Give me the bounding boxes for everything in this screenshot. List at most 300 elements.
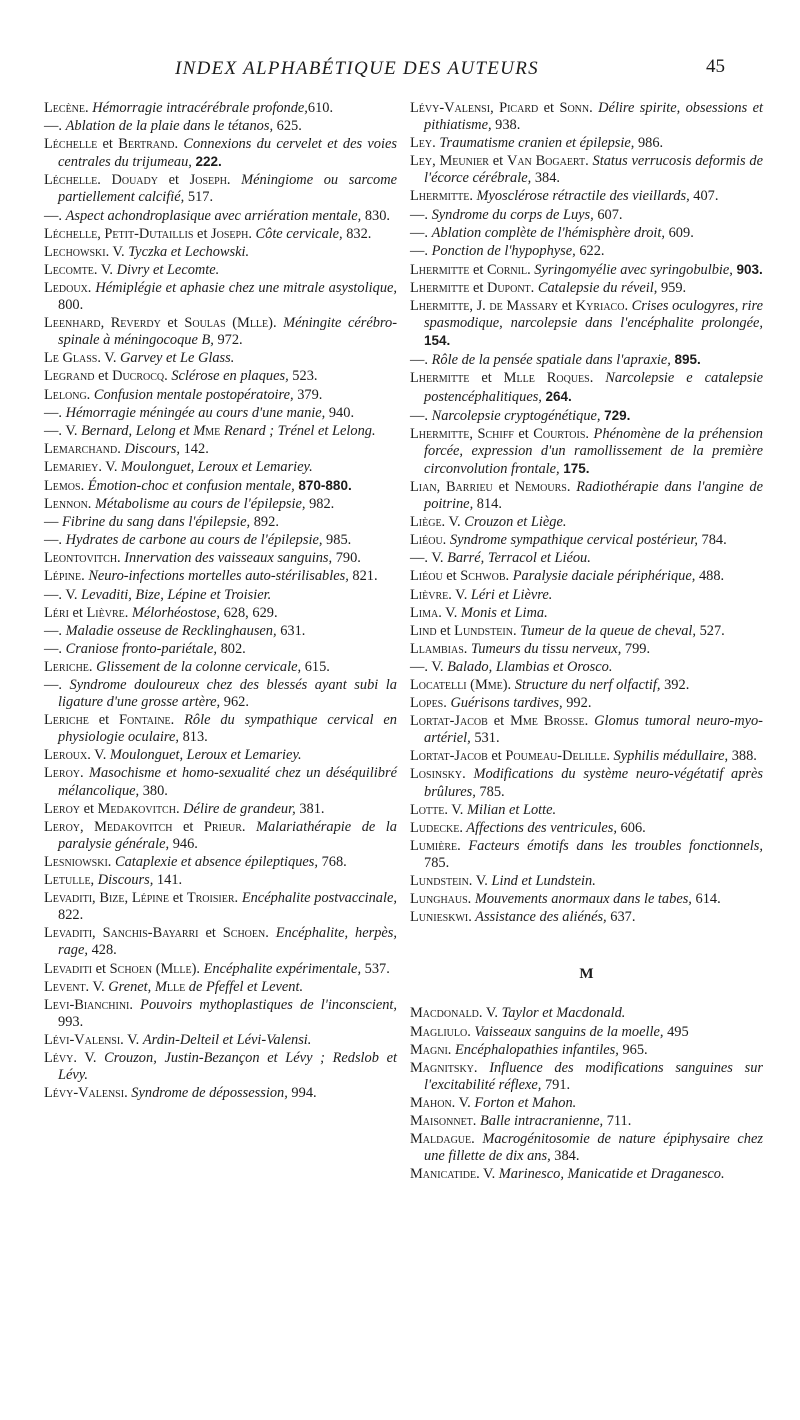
entry-segment: —. bbox=[44, 207, 66, 224]
entry-segment: et bbox=[97, 136, 119, 153]
entry-segment: et bbox=[492, 478, 515, 495]
entry-segment: 380. bbox=[139, 782, 168, 799]
entry-segment: Lotte. bbox=[410, 801, 448, 818]
entry-segment: Ducrocq. bbox=[112, 368, 168, 385]
entry-segment: Tyczka et Lechowski. bbox=[128, 243, 250, 260]
entry-segment: —. bbox=[44, 532, 66, 549]
entry-segment: et bbox=[157, 172, 190, 189]
entry-segment: (M bbox=[225, 315, 250, 332]
index-entry bbox=[44, 568, 397, 585]
entry-segment: 523. bbox=[288, 368, 318, 385]
entry-segment: V. bbox=[100, 350, 121, 367]
entry-segment: 985. bbox=[322, 532, 352, 549]
entry-segment: 609. bbox=[665, 224, 694, 241]
entry-segment: 495 bbox=[663, 1023, 689, 1040]
entry-segment: Divry et Lecomte. bbox=[116, 261, 220, 278]
entry-segment: Joseph. bbox=[189, 172, 231, 189]
entry-segment: 222. bbox=[195, 154, 222, 170]
entry-segment: Méningiome ou sarcome partiellement calcifié, bbox=[58, 172, 397, 206]
index-entry bbox=[44, 496, 397, 513]
entry-segment: V. bbox=[451, 586, 471, 603]
entry-segment: Crises oculogyres, rire spasmodique, narcolepsie dans l'encéphalite prolongée, bbox=[424, 298, 763, 332]
index-entry bbox=[44, 659, 397, 676]
entry-segment: Grenet, M bbox=[108, 978, 167, 995]
entry-segment: lle bbox=[166, 978, 186, 995]
entry-segment: 141. bbox=[153, 872, 183, 889]
entry-segment: Lortat-Jacob bbox=[410, 713, 488, 730]
entry-segment: 628, 629. bbox=[220, 604, 278, 621]
index-entry bbox=[410, 641, 763, 658]
entry-segment: 614. bbox=[691, 891, 721, 908]
entry-segment: ). bbox=[191, 960, 204, 977]
index-entry bbox=[44, 747, 397, 764]
entry-segment: Schoen bbox=[109, 960, 153, 977]
entry-segment: Rôle de la pensée spatiale dans l'apraxie, bbox=[431, 352, 671, 369]
entry-segment: Mouvements anormaux dans le tabes, bbox=[471, 891, 692, 908]
entry-segment: 972. bbox=[213, 332, 243, 349]
entry-segment: Fibrine du sang dans l'épilepsie, bbox=[62, 514, 251, 531]
entry-segment: Craniose fronto-pariétale, bbox=[65, 640, 217, 657]
entry-segment: 607. bbox=[593, 206, 623, 223]
index-entry bbox=[44, 226, 397, 243]
entry-segment: Encéphalite expérimentale, bbox=[203, 960, 362, 977]
index-entry bbox=[410, 1131, 763, 1165]
entry-segment: V. bbox=[447, 801, 468, 818]
entry-segment: Facteurs émotifs dans les troubles fonctionnels, bbox=[460, 837, 763, 854]
entry-segment: Vaisseaux sanguins de la moelle, bbox=[470, 1023, 664, 1040]
entry-segment: 802. bbox=[216, 640, 246, 657]
entry-segment: 428. bbox=[87, 942, 117, 959]
entry-segment: 895. bbox=[674, 352, 701, 368]
entry-segment: Syndrome sympathique cervical postérieur, bbox=[446, 532, 698, 549]
entry-segment: et bbox=[92, 960, 110, 977]
entry-segment: ). bbox=[268, 315, 284, 332]
index-entry bbox=[410, 153, 763, 187]
entry-segment: Guérisons tardives, bbox=[446, 695, 563, 712]
entry-segment: Mahon. bbox=[410, 1094, 456, 1111]
index-entry bbox=[410, 695, 763, 712]
index-entry bbox=[44, 244, 397, 261]
entry-segment: Modifications du système neuro-végétatif après brûlures, bbox=[424, 766, 763, 800]
index-entry bbox=[44, 997, 397, 1031]
entry-segment: Manicatide. bbox=[410, 1166, 480, 1183]
entry-segment: Moulonguet, Leroux et Lemariey. bbox=[121, 458, 313, 475]
entry-segment: Dupont. bbox=[486, 279, 535, 296]
entry-segment: 537. bbox=[361, 960, 390, 977]
entry-segment: —. bbox=[410, 242, 432, 259]
entry-segment: V. bbox=[479, 1166, 499, 1183]
entry-segment: Leenhard, Reverdy bbox=[44, 315, 161, 332]
index-entry bbox=[44, 1050, 397, 1084]
entry-segment: 959. bbox=[657, 279, 687, 296]
entry-segment: Balle intracranienne, bbox=[476, 1112, 604, 1129]
entry-segment: et bbox=[80, 800, 98, 817]
entry-segment: Lopes. bbox=[410, 695, 447, 712]
entry-segment: Influence des modifications sanguines sur l'excitabilité réflexe, bbox=[424, 1059, 763, 1093]
entry-segment: Cataplexie et absence épileptiques, bbox=[111, 853, 318, 870]
entry-segment: 388. bbox=[728, 748, 757, 765]
entry-segment: Lhermitte, J. de Massary bbox=[410, 298, 559, 315]
entry-segment: (M bbox=[152, 960, 174, 977]
entry-segment: et bbox=[172, 818, 204, 835]
entry-segment: 142. bbox=[180, 440, 209, 457]
entry-segment: Maladie osseuse de Recklinghausen, bbox=[65, 622, 277, 639]
entry-segment: Liège. bbox=[410, 514, 446, 531]
entry-segment: 517. bbox=[184, 189, 214, 206]
index-entry bbox=[44, 925, 397, 959]
entry-segment: Glomus tumoral neuro-myo-artériel, bbox=[424, 713, 763, 747]
entry-segment: —. bbox=[44, 404, 66, 421]
entry-segment: Schoen. bbox=[222, 925, 269, 942]
entry-segment: Glissement de la colonne cervicale, bbox=[92, 658, 302, 675]
entry-segment: V. bbox=[90, 747, 110, 764]
entry-segment: Levent. bbox=[44, 978, 90, 995]
entry-segment: 799. bbox=[621, 640, 651, 657]
entry-segment: Sclérose en plaques, bbox=[167, 368, 289, 385]
entry-segment: —. bbox=[410, 224, 432, 241]
entry-segment: 832. bbox=[342, 225, 372, 242]
entry-segment: Discours, bbox=[94, 872, 154, 889]
entry-segment: Schwob. bbox=[460, 568, 510, 585]
entry-segment: 784. bbox=[697, 532, 727, 549]
entry-segment: Syndrome du corps de Luys, bbox=[431, 206, 594, 223]
entry-segment: 903. bbox=[736, 261, 763, 277]
entry-segment: Phénomène de la préhension forcée, expression d'un ramollissement de la première circonvolution frontale, bbox=[424, 425, 763, 477]
entry-segment: 711. bbox=[603, 1112, 632, 1129]
index-entry bbox=[44, 532, 397, 549]
entry-segment: Lundstein. bbox=[410, 873, 473, 890]
index-entry bbox=[44, 890, 397, 924]
running-title: INDEX ALPHABÉTIQUE DES AUTEURS bbox=[175, 58, 539, 79]
entry-segment: 821. bbox=[348, 568, 378, 585]
entry-segment: et bbox=[469, 279, 487, 296]
entry-segment: Roques. bbox=[546, 370, 594, 387]
entry-segment: Lecène. bbox=[44, 100, 89, 116]
index-entry bbox=[410, 370, 763, 405]
entry-segment: Encéphalite, herpès, rage, bbox=[58, 925, 397, 959]
entry-segment: 938. bbox=[491, 117, 521, 134]
entry-segment: Courtois. bbox=[533, 425, 590, 442]
entry-segment: 962. bbox=[220, 694, 249, 711]
entry-segment: Lhermitte. bbox=[410, 188, 473, 205]
entry-segment: Fontaine. bbox=[119, 712, 175, 729]
entry-segment: Connexions du cervelet et des voies centrales du trijumeau, bbox=[58, 136, 397, 171]
entry-segment: me bbox=[522, 713, 538, 730]
entry-segment: Structure du nerf olfactif, bbox=[514, 677, 661, 693]
entry-segment: 527. bbox=[696, 622, 725, 639]
entry-segment: 870-880. bbox=[298, 477, 352, 493]
page-header bbox=[0, 58, 800, 88]
entry-segment: Confusion mentale postopératoire, bbox=[90, 386, 294, 403]
entry-segment: Neuro-infections mortelles auto-stérilisables, bbox=[84, 568, 349, 585]
entry-segment: Lennon. bbox=[44, 496, 92, 513]
entry-segment: Lind bbox=[410, 622, 437, 639]
index-entry bbox=[44, 441, 397, 458]
index-entry bbox=[410, 605, 763, 622]
entry-segment: Garvey et Le Glass. bbox=[120, 350, 235, 367]
entry-segment: Lundstein. bbox=[454, 622, 517, 639]
entry-segment: —. V. bbox=[410, 658, 448, 675]
entry-segment: me bbox=[205, 422, 221, 439]
entry-segment: Lhermitte bbox=[410, 261, 470, 278]
entry-segment: 993. bbox=[58, 1013, 84, 1030]
entry-segment: V. bbox=[89, 978, 109, 995]
entry-segment: Léchelle, Petit-Dutaillis bbox=[44, 225, 194, 242]
entry-segment: Bertrand. bbox=[118, 136, 179, 153]
entry-segment: Lépine. bbox=[44, 568, 85, 585]
entry-segment: Malariathérapie de la paralysie générale, bbox=[58, 818, 397, 852]
entry-segment: 381. bbox=[295, 800, 325, 817]
entry-segment: Lian, Barrieu bbox=[410, 478, 493, 495]
entry-segment: Status verrucosis deformis de l'écorce cérébrale, bbox=[424, 153, 763, 187]
index-entry bbox=[44, 262, 397, 279]
entry-segment: Ley. bbox=[410, 135, 436, 152]
entry-segment: —. bbox=[44, 640, 66, 657]
entry-segment: —. bbox=[44, 622, 66, 639]
entry-segment: Ledoux. bbox=[44, 279, 92, 296]
index-entry bbox=[44, 136, 397, 171]
entry-segment: Leroux. bbox=[44, 747, 91, 764]
entry-segment: Joseph. bbox=[211, 225, 252, 242]
index-entry bbox=[410, 891, 763, 908]
entry-segment: 384. bbox=[531, 170, 561, 187]
index-entry bbox=[44, 459, 397, 476]
entry-segment: Catalepsie du réveil, bbox=[534, 279, 658, 296]
entry-segment: Encéphalopathies infantiles, bbox=[451, 1041, 619, 1058]
entry-segment: Levaditi, Sanchis-Bayarri bbox=[44, 925, 199, 942]
index-entry bbox=[410, 1005, 763, 1022]
entry-segment: Lemariey. bbox=[44, 458, 102, 475]
entry-segment: Lévy-Valensi. bbox=[44, 1085, 128, 1102]
index-entry bbox=[410, 659, 763, 676]
entry-segment: Syphilis médullaire, bbox=[609, 748, 729, 765]
entry-segment: Lévy-Valensi, Picard bbox=[410, 100, 539, 116]
index-entry bbox=[44, 854, 397, 871]
entry-segment: Sonn. bbox=[559, 100, 593, 116]
index-entry bbox=[410, 838, 763, 872]
index-entry bbox=[410, 873, 763, 890]
entry-segment: Lièvre. bbox=[86, 604, 129, 621]
entry-segment: Syndrome de dépossession, bbox=[127, 1085, 288, 1102]
entry-segment: et bbox=[442, 568, 461, 585]
entry-segment: Leroy, Medakovitch bbox=[44, 818, 173, 835]
entry-segment: ). bbox=[502, 677, 515, 693]
entry-segment: Soulas bbox=[184, 315, 226, 332]
index-entry bbox=[44, 350, 397, 367]
entry-segment: Moulonguet, Leroux et Lemariey. bbox=[109, 747, 302, 764]
entry-segment: Délire de grandeur, bbox=[179, 800, 296, 817]
entry-segment: Lind et Lundstein. bbox=[491, 873, 596, 890]
entry-segment: me bbox=[487, 677, 503, 693]
entry-segment: et bbox=[88, 712, 120, 729]
entry-segment: et bbox=[198, 925, 223, 942]
entry-segment: 830. bbox=[361, 207, 390, 224]
entry-segment: Léri et Lièvre. bbox=[470, 586, 553, 603]
entry-segment: Le Glass. bbox=[44, 350, 101, 367]
index-entry bbox=[410, 1042, 763, 1059]
index-entry bbox=[410, 1095, 763, 1112]
entry-segment: 986. bbox=[634, 135, 664, 152]
entry-segment: Ardin-Delteil et Lévi-Valensi. bbox=[142, 1031, 312, 1048]
entry-segment: 822. bbox=[58, 907, 84, 924]
index-entry bbox=[410, 766, 763, 800]
entry-segment: Leroy bbox=[44, 800, 81, 817]
index-entry bbox=[44, 172, 397, 206]
index-entry bbox=[44, 961, 397, 978]
entry-segment: Discours, bbox=[120, 440, 181, 457]
entry-segment: 892. bbox=[250, 514, 279, 531]
entry-segment: Narcolepsie e catalepsie postencéphalitiques, bbox=[424, 370, 763, 405]
entry-segment: Pouvoirs mythoplastiques de l'inconscient, bbox=[133, 996, 397, 1013]
entry-segment: —. V. bbox=[44, 422, 82, 439]
entry-segment: et M bbox=[487, 713, 523, 730]
index-entry bbox=[410, 1166, 763, 1183]
entry-segment: 791. bbox=[541, 1076, 571, 1093]
entry-segment: Llambias. bbox=[410, 640, 468, 657]
entry-segment: 392. bbox=[660, 677, 690, 693]
index-entry bbox=[44, 623, 397, 640]
entry-segment: Émotion-choc et confusion mentale, bbox=[84, 477, 295, 494]
entry-segment: V. bbox=[123, 1031, 143, 1048]
entry-segment: Maldague. bbox=[410, 1131, 475, 1148]
entry-segment: et M bbox=[469, 370, 517, 387]
entry-segment: 622. bbox=[575, 242, 605, 259]
left-column bbox=[44, 100, 397, 1103]
entry-segment: lle bbox=[516, 370, 535, 387]
entry-segment: Mélorhéostose, bbox=[128, 604, 220, 621]
index-entry bbox=[410, 207, 763, 224]
entry-segment: Lhermitte bbox=[410, 370, 470, 387]
index-entry bbox=[410, 280, 763, 297]
index-entry bbox=[410, 568, 763, 585]
entry-segment: Méningite cérébro-spinale à méningocoque B, bbox=[58, 315, 397, 349]
index-entry bbox=[410, 479, 763, 513]
entry-segment: —. bbox=[44, 677, 70, 693]
entry-segment: Milian et Lotte. bbox=[467, 801, 557, 818]
entry-segment: Ablation complète de l'hémisphère droit, bbox=[431, 224, 666, 241]
entry-segment: Lumière. bbox=[410, 837, 461, 854]
section-letter-m: M bbox=[579, 966, 594, 983]
entry-segment: 154. bbox=[424, 333, 451, 349]
entry-segment: Kyriaco. bbox=[575, 298, 629, 315]
entry-segment: 982. bbox=[305, 496, 335, 513]
entry-segment: Cornil. bbox=[486, 261, 531, 278]
entry-segment: Paralysie daciale périphérique, bbox=[509, 568, 696, 585]
right-column-m-entries bbox=[410, 1005, 763, 1183]
entry-segment: 606. bbox=[616, 819, 646, 836]
entry-segment: Affections des ventricules, bbox=[462, 819, 617, 836]
entry-segment: 625. bbox=[273, 118, 302, 135]
right-column-l-entries bbox=[410, 100, 763, 926]
entry-segment: 992. bbox=[562, 695, 592, 712]
entry-segment: 488. bbox=[695, 568, 725, 585]
entry-segment: 610. bbox=[307, 100, 334, 116]
index-entry bbox=[44, 712, 397, 746]
index-entry bbox=[410, 225, 763, 242]
entry-segment: Lima. bbox=[410, 604, 442, 621]
entry-segment: 379. bbox=[293, 386, 323, 403]
entry-segment: Levi-Bianchini. bbox=[44, 996, 133, 1013]
index-entry bbox=[44, 641, 397, 658]
entry-segment: —. V. bbox=[410, 550, 448, 567]
index-entry bbox=[44, 118, 397, 135]
entry-segment: —. V. bbox=[44, 586, 82, 603]
index-entry bbox=[410, 188, 763, 205]
index-entry bbox=[410, 261, 763, 279]
entry-segment: Taylor et Macdonald. bbox=[501, 1005, 626, 1022]
entry-segment: et bbox=[487, 748, 506, 765]
index-entry bbox=[410, 100, 763, 134]
entry-segment: Hydrates de carbone au cours de l'épilepsie, bbox=[65, 532, 323, 549]
entry-segment: Macdonald. bbox=[410, 1005, 483, 1022]
entry-segment: Crouzon, Justin-Bezançon et Lévy ; Redslob et Lévy. bbox=[58, 1049, 397, 1084]
entry-segment: Maisonnet. bbox=[410, 1112, 477, 1129]
index-entry bbox=[410, 426, 763, 478]
entry-segment: 175. bbox=[563, 460, 590, 476]
entry-segment: Barré, Terracol et Liéou. bbox=[447, 550, 591, 567]
entry-segment: Lunieskwi. bbox=[410, 909, 472, 926]
entry-segment: Côte cervicale, bbox=[251, 225, 343, 242]
entry-segment: Magni. bbox=[410, 1041, 452, 1058]
index-entry bbox=[44, 587, 397, 604]
entry-segment: Legrand bbox=[44, 368, 95, 385]
entry-segment: Métabolisme au cours de l'épilepsie, bbox=[91, 496, 306, 513]
entry-segment: Rôle du sympathique cervical en physiologie oculaire, bbox=[58, 712, 397, 746]
index-entry bbox=[44, 208, 397, 225]
entry-segment: 615. bbox=[301, 658, 330, 675]
entry-segment: Lechowski. bbox=[44, 243, 110, 260]
entry-segment: 729. bbox=[604, 407, 631, 423]
entry-segment: Van Bogaert. bbox=[506, 153, 589, 170]
entry-segment: Tumeur de la queue de cheval, bbox=[516, 622, 696, 639]
entry-segment: et bbox=[168, 890, 187, 907]
entry-segment: 790. bbox=[332, 550, 361, 567]
entry-segment: Ludecke. bbox=[410, 819, 463, 836]
entry-segment: Magliulo. bbox=[410, 1023, 471, 1040]
entry-segment: Levaditi, Bize, Lépine bbox=[44, 890, 169, 907]
entry-segment: 631. bbox=[276, 622, 306, 639]
entry-segment: Léchelle bbox=[44, 136, 98, 153]
entry-segment: de Pfeffel et Levent. bbox=[185, 978, 304, 995]
entry-segment: Lortat-Jacob bbox=[410, 748, 488, 765]
index-entry bbox=[410, 587, 763, 604]
entry-segment bbox=[535, 370, 547, 386]
entry-segment: 994. bbox=[287, 1085, 317, 1102]
entry-segment: Nemours. bbox=[514, 478, 571, 495]
index-entry bbox=[410, 243, 763, 260]
entry-segment: V. bbox=[445, 514, 465, 531]
entry-segment: et bbox=[558, 298, 576, 315]
entry-segment: Macrogénitosomie de nature épiphysaire chez une fillette de dix ans, bbox=[424, 1131, 763, 1165]
index-entry bbox=[44, 100, 397, 117]
entry-segment: Hémorragie intracérébrale profonde, bbox=[88, 100, 308, 116]
index-entry bbox=[410, 532, 763, 549]
entry-segment: Lhermitte bbox=[410, 279, 470, 296]
entry-segment: 814. bbox=[473, 496, 502, 513]
index-entry bbox=[410, 677, 763, 694]
entry-segment: Hémorragie méningée au cours d'une manie, bbox=[65, 404, 326, 421]
index-entry bbox=[44, 1032, 397, 1049]
entry-segment: V. bbox=[482, 1005, 502, 1022]
entry-segment: Narcolepsie cryptogénétique, bbox=[431, 407, 601, 424]
index-entry bbox=[410, 820, 763, 837]
entry-segment: Lesniowski. bbox=[44, 853, 112, 870]
index-entry bbox=[44, 1085, 397, 1102]
entry-segment: Léchelle. Douady bbox=[44, 172, 158, 189]
index-entry bbox=[44, 280, 397, 314]
entry-segment: Leriche. bbox=[44, 658, 93, 675]
entry-segment: Ablation de la plaie dans le tétanos, bbox=[65, 118, 274, 135]
